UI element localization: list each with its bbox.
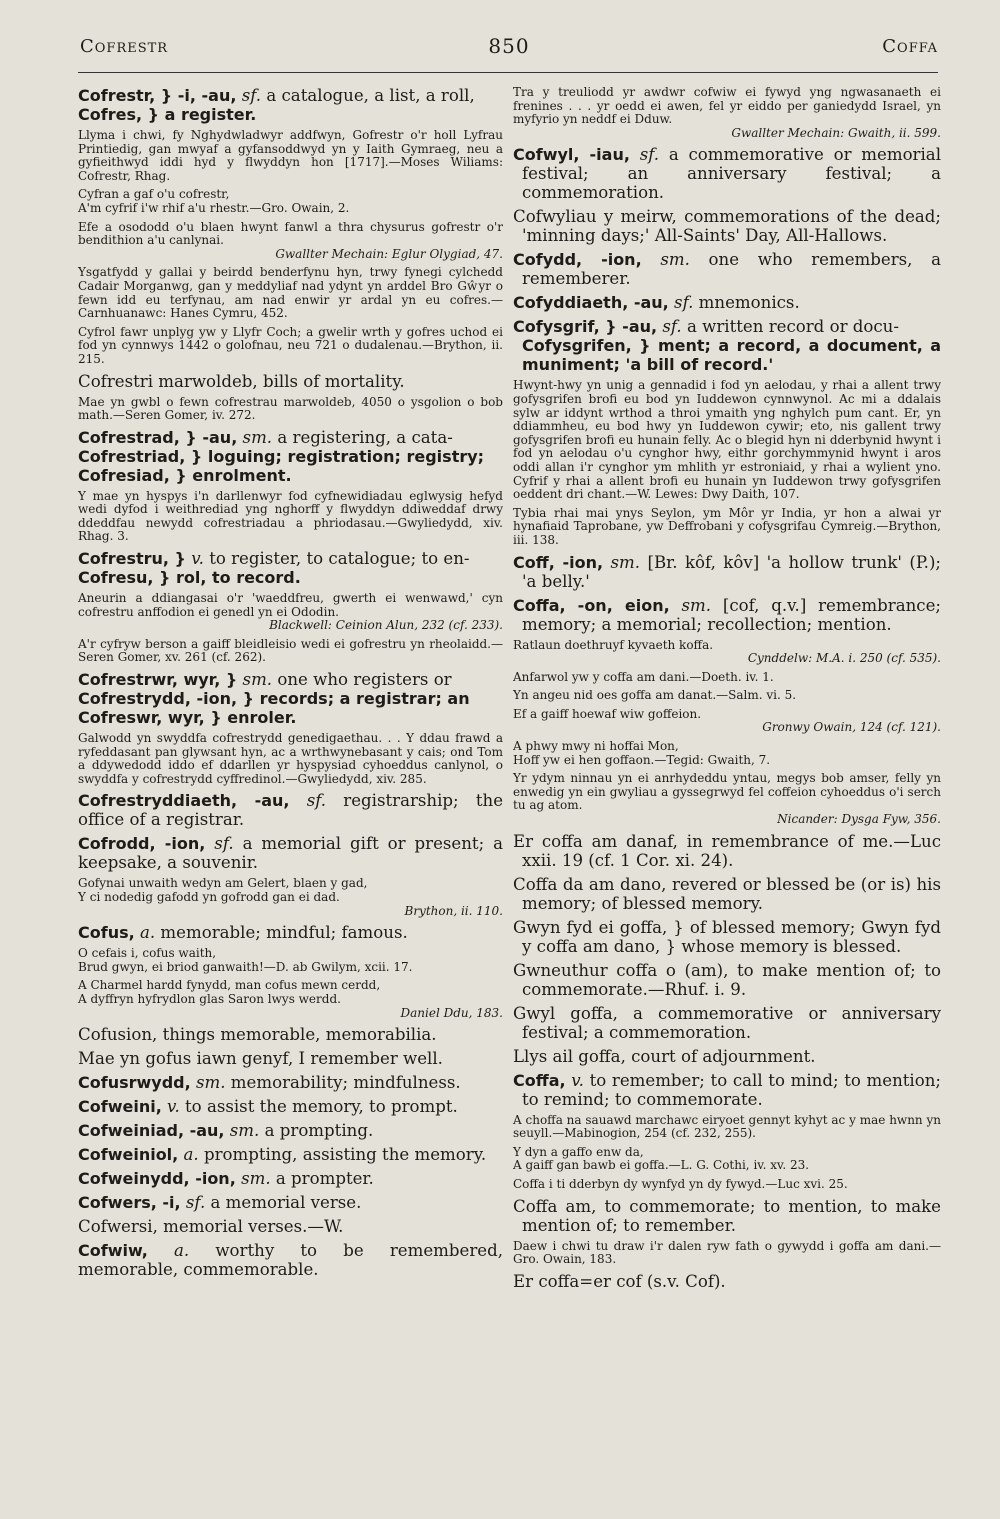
dictionary-entry — [78, 86, 503, 124]
dictionary-entry — [78, 923, 503, 942]
headword: Cofweinydd, -ion, — [78, 1169, 236, 1189]
citation-quote — [78, 490, 503, 544]
quote-source: Gronwy Owain, 124 (cf. 121). — [762, 720, 941, 735]
headword: Cofusrwydd, — [78, 1073, 191, 1093]
definition: Mae yn gofus iawn genyf, I remember well. — [78, 1049, 443, 1069]
dictionary-entry — [513, 250, 941, 288]
quote-text: Ysgatfydd y gallai y beirdd benderfynu hyn, trwy fynegi cylchedd Cadair Morganwg, gan y meddyliaf nad ydynt yn arddel Bro Gŵyr o fewn idd eu terfynau, am nad enwir yr ardal yn eu cofres.—Carnhuanawc: Hanes Cymru, 452. — [78, 265, 503, 321]
dictionary-entry — [78, 1193, 503, 1212]
definition: Cofrestri marwoldeb, bills of mortality. — [78, 371, 405, 391]
headword: Coff, -ion, — [513, 552, 604, 572]
quote-text: Y dyn a gaffo enw da, A gaiff gan bawb ei goffa.—L. G. Cothi, iv. xv. 23. — [513, 1144, 810, 1173]
grammar-label: v. — [191, 549, 204, 569]
grammar-label: sm. — [242, 670, 273, 690]
citation-quote — [513, 689, 941, 703]
quote-text: A'r cyfryw berson a gaiff bleidleisio wedi ei gofrestru yn rheolaidd.—Seren Gomer, xv. 261 (cf. 262). — [78, 636, 503, 665]
definition: Llys ail goffa, court of adjournment. — [513, 1046, 816, 1066]
definition: Gwyn fyd ei goffa, } of blessed memory; Gwyn fyd y coffa am dano, } whose memory is blessed. — [513, 917, 941, 956]
definition: Cofusion, things memorable, memorabilia. — [78, 1025, 437, 1045]
grammar-label: v. — [571, 1070, 584, 1090]
grammar-label: sm. — [610, 552, 641, 572]
definition: [Br. kôf, kôv] 'a hollow trunk' (P.); 'a belly.' — [522, 552, 942, 591]
dictionary-entry — [78, 428, 503, 485]
headword-continuation: Cofrestrydd, -ion, } records; a registrar; an Cofreswr, wyr, } enroler. — [78, 689, 470, 728]
dictionary-entry — [513, 961, 941, 999]
dictionary-entry — [78, 1145, 503, 1164]
quote-text: Hwynt-hwy yn unig a gennadid i fod yn aelodau, y rhai a allent trwy gofysgrifen brofi eu bod yn Iuddewon cynnwynol. Ac mi a ddalais sylw ar iddynt wrthod a throi ymaith yng nghylch pum cant. Er, yn ddiammheu, eu bod hwy yn Iuddewon cywir; eto, nis gallent trwy gofysgrifen brofi eu hunain felly. Ac o blegid hyn ni dderbynid hwynt i fod yn aelodau o'u cynghor hwy, eithr gorchymmynid hwynt i aros oddi allan i'r cynghor ym mhlith yr estroniaid, y rhai a wylient yno. Cyfrif y rhai a allent brofi eu hunain yn Iuddewon trwy gofysgrifen oeddent dri chant.—W. Lewes: Dwy Daith, 107. — [513, 378, 941, 502]
dictionary-entry — [78, 549, 503, 587]
definition: a commemorative or memorial festival; an anniversary festival; a commemoration. — [522, 145, 941, 203]
grammar-label: sm. — [241, 1169, 271, 1189]
headword: Cofrestru, } — [78, 549, 186, 569]
grammar-label: sm. — [660, 250, 690, 270]
quote-text: Llyma i chwi, fy Nghydwladwyr addfwyn, Gofrestr o'r holl Lyfrau Printiedig, gan mwyaf a gyfansoddwyd yn y Iaith Gymraeg, neu a gyfieithwyd iddi hyd y flwyddyn hon [1717].—Moses Wiliams: Cofrestr, Rhag. — [78, 128, 503, 183]
headword-continuation: Cofysgrifen, } ment; a record, a document, a muniment; 'a bill of record.' — [522, 336, 941, 375]
citation-quote — [513, 1178, 941, 1192]
quote-source: Blackwell: Ceinion Alun, 232 (cf. 233). — [269, 618, 503, 633]
quote-text: O cefais i, cofus waith, Brud gwyn, ei briod ganwaith!—D. ab Gwilym, xcii. 17. — [78, 946, 413, 974]
quote-source: Gwallter Mechain: Eglur Olygiad, 47. — [275, 246, 503, 261]
quote-text: Daew i chwi tu draw i'r dalen ryw fath o gywydd i goffa am dani.—Gro. Owain, 183. — [513, 1238, 941, 1267]
citation-quote — [513, 1146, 941, 1173]
grammar-label: sm. — [242, 427, 273, 447]
dictionary-entry — [513, 1197, 941, 1235]
citation-quote — [513, 740, 941, 767]
quote-text: Ratlaun doethruyf kyvaeth koffa. — [513, 637, 714, 652]
grammar-label: sm. — [681, 595, 712, 615]
quote-text: Yn angeu nid oes goffa am danat.—Salm. vi. 5. — [513, 688, 797, 703]
citation-quote — [513, 507, 941, 548]
headword: Cofrestryddiaeth, -au, — [78, 791, 290, 811]
grammar-label: a. — [173, 1241, 190, 1261]
citation-quote — [513, 708, 941, 735]
dictionary-entry — [78, 791, 503, 829]
definition: Coffa am, to commemorate; to mention, to make mention of; to remember. — [513, 1196, 941, 1235]
header-right-word: Coffa — [882, 36, 938, 57]
dictionary-entry — [513, 596, 941, 634]
grammar-label: sf. — [674, 293, 694, 313]
definition: Coffa da am dano, revered or blessed be (or is) his memory; of blessed memory. — [513, 874, 941, 913]
grammar-label: sf. — [185, 1193, 206, 1213]
quote-source: Cynddelw: M.A. i. 250 (cf. 535). — [747, 651, 941, 666]
definition: a catalogue, a list, a roll, — [266, 86, 475, 105]
right-column — [513, 86, 941, 1296]
definition: a prompter. — [275, 1169, 374, 1189]
grammar-label: a. — [139, 923, 156, 943]
dictionary-entry — [513, 207, 941, 245]
quote-text: Tybia rhai mai ynys Seylon, ym Môr yr India, yr hon a alwai yr hynafiaid Taprobane, yw Deffrobani y cofysgrifau Cymreig.—Brython, iii. 138. — [513, 505, 941, 547]
dictionary-entry — [78, 1121, 503, 1140]
definition: one who registers or — [277, 670, 452, 690]
quote-text: Coffa i ti dderbyn dy wynfyd yn dy fywyd.—Luc xvi. 25. — [513, 1177, 848, 1191]
dictionary-entry — [78, 1073, 503, 1092]
citation-quote — [513, 86, 941, 140]
quote-text: A Charmel hardd fynydd, man cofus mewn cerdd, A dyffryn hyfrydlon glas Saron lwys werdd. — [78, 978, 381, 1006]
citation-quote — [513, 671, 941, 685]
dictionary-entry — [78, 372, 503, 391]
definition: a memorial verse. — [210, 1193, 362, 1213]
citation-quote — [513, 772, 941, 826]
definition: registrarship; the office of a registrar. — [78, 791, 504, 830]
headword-continuation: Cofrestriad, } loguing; registration; registry; Cofresiad, } enrolment. — [78, 446, 485, 485]
dictionary-entry — [78, 1025, 503, 1044]
dictionary-entry — [78, 1049, 503, 1068]
dictionary-entry — [513, 1047, 941, 1066]
headword: Cofweiniad, -au, — [78, 1121, 225, 1141]
citation-quote — [78, 129, 503, 183]
definition: Gwyl goffa, a commemorative or anniversary festival; a commemoration. — [513, 1003, 941, 1042]
quote-text: Anfarwol yw y coffa am dani.—Doeth. iv. 1. — [513, 669, 774, 684]
running-header — [80, 36, 938, 60]
quote-text: Tra y treuliodd yr awdwr cofwiw ei fywyd yng ngwasanaeth ei frenines . . . yr oedd ei awen, fel yr eiddo per ganiedydd Israel, yn myfyrio yn neddf ei Dduw. — [513, 85, 941, 127]
dictionary-entry — [513, 145, 941, 202]
quote-text: Cyfrol fawr unplyg yw y Llyfr Coch; a gwelir wrth y gofres uchod ei fod yn cynnwys 1442 o golofnau, neu 721 o dudalenau.—Brython, ii. 215. — [78, 324, 503, 366]
definition: a prompting. — [264, 1121, 374, 1141]
definition: a memorial gift or present; a keepsake, a souvenir. — [78, 834, 503, 873]
definition: to remember; to call to mind; to mention; to remind; to commemorate. — [522, 1070, 941, 1109]
grammar-label: sf. — [639, 145, 660, 165]
headword-continuation: Cofresu, } rol, to record. — [78, 568, 301, 588]
dictionary-entry — [513, 293, 941, 312]
headword: Cofus, — [78, 923, 135, 943]
quote-text: Yr ydym ninnau yn ei anrhydeddu yntau, megys bob amser, felly yn enwedig yn ein gwyliau a gyssegrwyd fel coffeion cyhoeddus o'i serch tu ag atom. — [513, 771, 941, 813]
definition: memorability; mindfulness. — [230, 1073, 461, 1093]
headword: Cofrestrad, } -au, — [78, 427, 238, 447]
quote-text: Y mae yn hyspys i'n darllenwyr fod cyfnewidiadau eglwysig hefyd wedi dyfod i weithrediad yng nghorff y flwyddyn ddiweddaf drwy ddeddfau newydd cofrestriadau a phriodasau.—Gwyliedydd, xiv. Rhag. 3. — [78, 488, 503, 544]
citation-quote — [78, 221, 503, 262]
headword: Cofydd, -ion, — [513, 250, 642, 270]
quote-source: Nicander: Dysga Fyw, 356. — [777, 812, 941, 827]
dictionary-entry — [513, 1272, 941, 1291]
header-rule — [78, 72, 938, 73]
definition: worthy to be remembered, memorable, commemorable. — [78, 1241, 503, 1280]
headword: Cofrestr, } -i, -au, — [78, 86, 237, 105]
citation-quote — [513, 1114, 941, 1141]
citation-quote — [78, 947, 503, 974]
quote-text: Mae yn gwbl o fewn cofrestrau marwoldeb, 4050 o ysgolion o bob math.—Seren Gomer, iv. 272. — [78, 394, 503, 423]
dictionary-entry — [513, 1071, 941, 1109]
headword: Coffa, -on, eion, — [513, 595, 670, 615]
citation-quote — [78, 877, 503, 918]
grammar-label: sf. — [241, 86, 262, 105]
headword: Cofysgrif, } -au, — [513, 317, 658, 337]
headword-continuation: Cofres, } a register. — [78, 105, 257, 124]
quote-text: Galwodd yn swyddfa cofrestrydd genedigaethau. . . Y ddau frawd a ryfeddasant pan glywsant hyn, ac a wrthwynebasant y cais; ond Tom a ddywedodd iddo ef ddarllen yr hyspysiad cyhoeddus canlynol, o swyddfa y cofrestrydd cyffredinol.—Gwyliedydd, xiv. 285. — [78, 731, 503, 786]
citation-quote — [78, 979, 503, 1020]
citation-quote — [513, 639, 941, 666]
quote-text: Efe a osododd o'u blaen hwynt fanwl a thra chysurus gofrestr o'r bendithion a'u canlynai. — [78, 219, 503, 248]
dictionary-entry — [78, 1097, 503, 1116]
definition: Cofwyliau y meirw, commemorations of the dead; 'minning days;' All-Saints' Day, All-Hallows. — [513, 207, 941, 246]
dictionary-entry — [513, 1004, 941, 1042]
dictionary-entry — [513, 918, 941, 956]
definition: to assist the memory, to prompt. — [185, 1097, 458, 1117]
headword: Coffa, — [513, 1070, 566, 1090]
citation-quote — [78, 638, 503, 665]
quote-text: Ef a gaiff hoewaf wiw goffeion. — [513, 706, 702, 721]
left-column — [78, 86, 503, 1284]
citation-quote — [513, 1240, 941, 1267]
quote-text: Gofynai unwaith wedyn am Gelert, blaen y gad, Y ci nodedig gafodd yn gofrodd gan ei dad. — [78, 876, 368, 904]
definition: one who remembers, a rememberer. — [522, 250, 941, 289]
headword: Cofwiw, — [78, 1241, 148, 1261]
definition: a written record or docu- — [686, 317, 899, 337]
quote-text: A choffa na sauawd marchawc eiryoet gennyt kyhyt ac y mae hwnn yn seuyll.—Mabinogion, 254 (cf. 232, 255). — [513, 1112, 941, 1141]
quote-text: Cyfran a gaf o'u cofrestr, A'm cyfrif i'w rhif a'u rhestr.—Gro. Owain, 2. — [78, 187, 350, 215]
dictionary-entry — [513, 832, 941, 870]
definition: mnemonics. — [698, 293, 800, 313]
dictionary-entry — [78, 1241, 503, 1279]
citation-quote — [513, 379, 941, 501]
page-number: 850 — [488, 34, 530, 58]
quote-source: Brython, ii. 110. — [404, 903, 503, 918]
grammar-label: v. — [167, 1097, 180, 1117]
grammar-label: a. — [183, 1145, 199, 1165]
dictionary-entry — [513, 875, 941, 913]
grammar-label: sf. — [214, 834, 234, 854]
dictionary-entry — [513, 317, 941, 374]
definition: memorable; mindful; famous. — [160, 923, 408, 943]
headword: Cofrestrwr, wyr, } — [78, 670, 238, 690]
quote-text: Aneurin a ddiangasai o'r 'waeddfreu, gwerth ei wenwawd,' cyn cofrestru anffodion ei genedl yn ei Ododin. — [78, 591, 503, 619]
definition: Gwneuthur coffa o (am), to make mention of; to commemorate.—Rhuf. i. 9. — [513, 960, 941, 999]
definition: [cof, q.v.] remembrance; memory; a memorial; recollection; mention. — [522, 595, 941, 634]
grammar-label: sm. — [229, 1121, 260, 1141]
headword: Cofyddiaeth, -au, — [513, 293, 669, 313]
quote-source: Gwallter Mechain: Gwaith, ii. 599. — [731, 125, 941, 140]
headword: Cofwyl, -iau, — [513, 145, 630, 165]
headword: Cofweini, — [78, 1097, 162, 1117]
grammar-label: sf. — [662, 317, 682, 337]
citation-quote — [78, 188, 503, 215]
citation-quote — [78, 592, 503, 633]
definition: Er coffa=er cof (s.v. Cof). — [513, 1271, 726, 1291]
grammar-label: sm. — [195, 1073, 226, 1093]
definition: a registering, a cata- — [277, 427, 453, 447]
dictionary-entry — [78, 1217, 503, 1236]
headword: Cofrodd, -ion, — [78, 834, 206, 854]
dictionary-entry — [78, 834, 503, 872]
definition: prompting, assisting the memory. — [203, 1145, 487, 1165]
header-left-word: Cofrestr — [80, 36, 169, 57]
headword: Cofweiniol, — [78, 1145, 179, 1165]
citation-quote — [78, 396, 503, 423]
quote-source: Daniel Ddu, 183. — [400, 1005, 503, 1020]
dictionary-entry — [78, 670, 503, 727]
quote-text: A phwy mwy ni hoffai Mon, Hoff yw ei hen goffaon.—Tegid: Gwaith, 7. — [513, 739, 771, 767]
definition: to register, to catalogue; to en- — [209, 549, 470, 569]
citation-quote — [78, 326, 503, 367]
citation-quote — [78, 266, 503, 320]
dictionary-entry — [513, 553, 941, 591]
definition: Cofwersi, memorial verses.—W. — [78, 1217, 344, 1237]
definition: Er coffa am danaf, in remembrance of me.—Luc xxii. 19 (cf. 1 Cor. xi. 24). — [513, 831, 941, 870]
dictionary-entry — [78, 1169, 503, 1188]
citation-quote — [78, 732, 503, 786]
grammar-label: sf. — [306, 791, 327, 811]
headword: Cofwers, -i, — [78, 1193, 181, 1213]
